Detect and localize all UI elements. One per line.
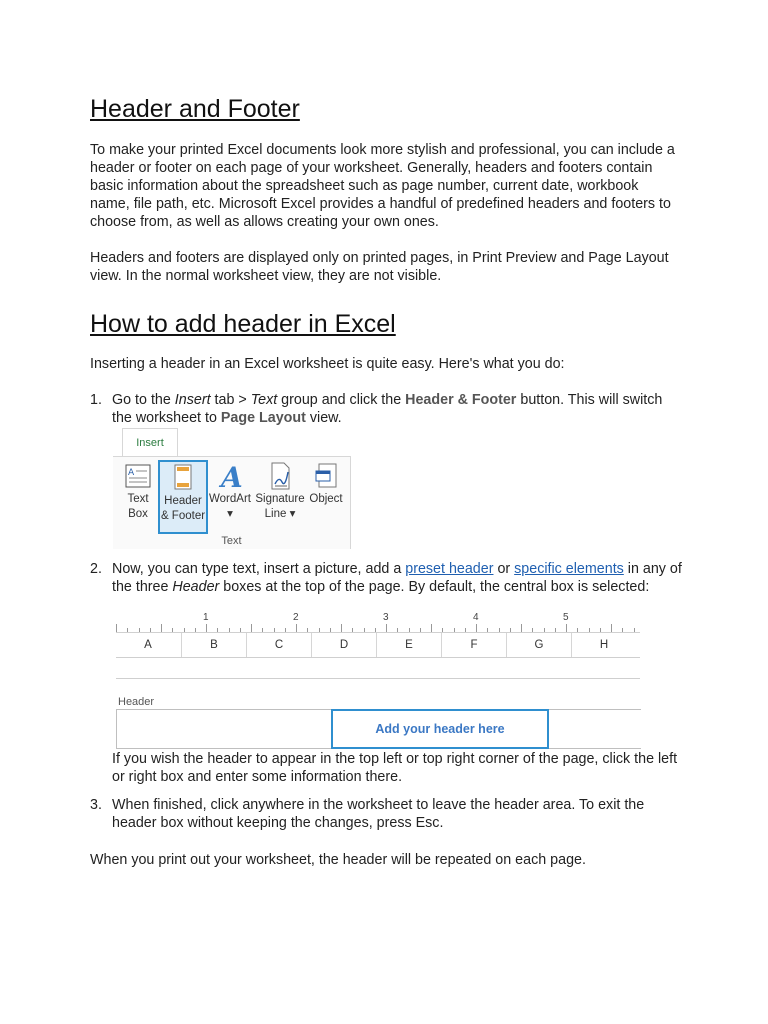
ruler-tick xyxy=(622,628,623,632)
svg-text:A: A xyxy=(221,461,243,492)
ruler-tick xyxy=(307,628,308,632)
ruler-tick xyxy=(476,624,477,632)
divider xyxy=(116,678,640,679)
header-area-label: Header xyxy=(118,696,155,708)
ruler-tick xyxy=(229,628,230,632)
ruler-tick xyxy=(611,624,612,632)
ruler-number: 4 xyxy=(473,612,479,623)
ruler-tick xyxy=(499,628,500,632)
ruler-tick xyxy=(139,628,140,632)
ruler-tick xyxy=(375,628,376,632)
signature-line-button[interactable]: Signature Line ▾ xyxy=(255,460,305,530)
object-button[interactable]: Object xyxy=(308,460,344,530)
ruler-tick xyxy=(296,624,297,632)
header-boxes xyxy=(116,709,641,749)
column-header[interactable]: C xyxy=(246,633,311,657)
tab-insert[interactable]: Insert xyxy=(122,428,178,457)
paragraph-add-intro: Inserting a header in an Excel worksheet is quite easy. Here's what you do: xyxy=(90,356,565,372)
paragraph-intro: To make your printed Excel documents look more stylish and professional, you can include a header or footer on each page of your worksheet. Generally, headers and footers contain basic information about the spreadsheet such as page number, current date, workbook name, file path, etc. Microsoft Excel provides a handful of predefined headers and footers to choose from, as well as allows creating your own ones. xyxy=(90,142,675,230)
header-footer-icon xyxy=(169,462,197,494)
step-2-text: Now, you can type text, insert a picture, add a preset header or specific elements in any of the three Header boxes at the top of the page. By default, the central box is selected: xyxy=(112,561,682,595)
ruler-number: 1 xyxy=(203,612,209,623)
ruler-tick xyxy=(510,628,511,632)
ruler-tick xyxy=(442,628,443,632)
ruler-number: 5 xyxy=(563,612,569,623)
ruler-tick xyxy=(465,628,466,632)
ribbon-group-label: Text xyxy=(221,535,242,547)
column-header[interactable]: A xyxy=(144,639,152,651)
column-header[interactable]: D xyxy=(311,633,376,657)
ruler-tick xyxy=(262,628,263,632)
horizontal-ruler xyxy=(116,610,640,633)
header-center-box[interactable]: Add your header here xyxy=(331,709,549,749)
ruler-tick xyxy=(600,628,601,632)
section-title-add-header: How to add header in Excel xyxy=(90,310,396,338)
ruler-tick xyxy=(184,628,185,632)
list-number: 2. xyxy=(90,561,102,577)
ruler-tick xyxy=(150,628,151,632)
ruler-tick xyxy=(420,628,421,632)
ruler-number: 2 xyxy=(293,612,299,623)
preset-header-link[interactable]: preset header xyxy=(405,561,494,577)
ruler-tick xyxy=(454,628,455,632)
ruler-tick xyxy=(319,628,320,632)
ruler-tick xyxy=(589,628,590,632)
ruler-tick xyxy=(352,628,353,632)
column-header[interactable]: H xyxy=(571,633,636,657)
text-box-icon xyxy=(124,460,152,492)
column-header[interactable]: G xyxy=(506,633,571,657)
ribbon-insert-screenshot xyxy=(113,428,351,548)
column-header[interactable]: E xyxy=(376,633,441,657)
step-1-text: Go to the Insert tab > Text group and click the Header & Footer button. This will switch the worksheet to Page Layout view. xyxy=(112,392,663,426)
section-title-header-footer: Header and Footer xyxy=(90,95,300,123)
ruler-tick xyxy=(409,628,410,632)
ruler-tick xyxy=(487,628,488,632)
column-headers xyxy=(116,633,640,658)
ruler-tick xyxy=(116,624,117,632)
specific-elements-link[interactable]: specific elements xyxy=(514,561,624,577)
svg-text:A: A xyxy=(128,468,135,478)
ruler-number: 3 xyxy=(383,612,389,623)
wordart-button[interactable]: A WordArt ▾ xyxy=(209,461,251,520)
ruler-tick xyxy=(577,628,578,632)
ruler-tick xyxy=(555,628,556,632)
ruler-tick xyxy=(386,624,387,632)
ruler-tick xyxy=(285,628,286,632)
ruler-tick xyxy=(206,624,207,632)
ruler-tick xyxy=(397,628,398,632)
ruler-tick xyxy=(274,628,275,632)
object-icon xyxy=(312,460,340,492)
ruler-tick xyxy=(172,628,173,632)
ruler-tick xyxy=(532,628,533,632)
signature-line-icon xyxy=(266,460,294,492)
ruler-tick xyxy=(341,624,342,632)
ruler-tick xyxy=(127,628,128,632)
step-3-text: When finished, click anywhere in the worksheet to leave the header area. To exit the header box without keeping the changes, press Esc. xyxy=(112,797,645,831)
list-number: 3. xyxy=(90,797,102,813)
ruler-tick xyxy=(240,628,241,632)
column-header[interactable]: F xyxy=(441,633,506,657)
header-footer-button[interactable]: Header & Footer xyxy=(158,460,208,534)
ruler-tick xyxy=(566,624,567,632)
ruler-tick xyxy=(431,624,432,632)
ruler-tick xyxy=(217,628,218,632)
ribbon-text-group xyxy=(113,456,351,549)
wordart-icon xyxy=(216,460,244,492)
page-layout-header-screenshot xyxy=(116,610,640,750)
column-header[interactable]: B xyxy=(181,633,246,657)
ruler-tick xyxy=(251,624,252,632)
ruler-tick xyxy=(330,628,331,632)
paragraph-closing: When you print out your worksheet, the header will be repeated on each page. xyxy=(90,852,586,868)
ruler-tick xyxy=(521,624,522,632)
list-number: 1. xyxy=(90,392,102,408)
ruler-tick xyxy=(195,628,196,632)
ruler-tick xyxy=(364,628,365,632)
ruler-tick xyxy=(161,624,162,632)
ruler-tick xyxy=(634,628,635,632)
paragraph-visibility: Headers and footers are displayed only on printed pages, in Print Preview and Page Layout view. In the normal worksheet view, they are not visible. xyxy=(90,250,669,284)
text-box-button[interactable]: A Text Box xyxy=(121,460,155,530)
ruler-tick xyxy=(544,628,545,632)
